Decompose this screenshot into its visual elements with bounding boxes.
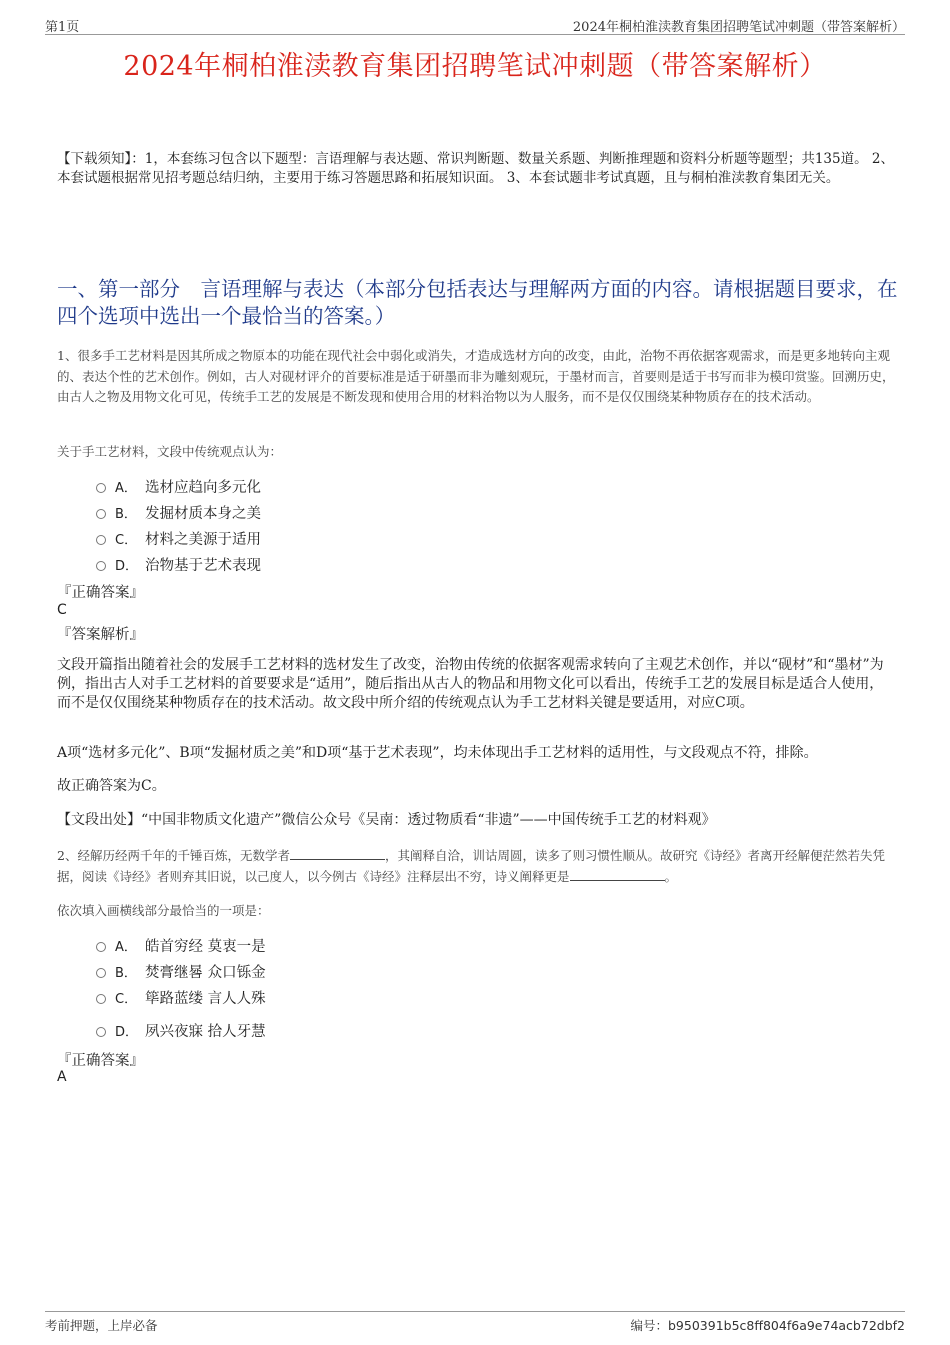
fill-blank — [570, 868, 665, 881]
question-1-analysis-paragraph: 故正确答案为C。 — [57, 778, 166, 794]
option-text: 筚路蓝缕 言人人殊 — [145, 990, 266, 1007]
question-1-analysis-paragraph: 文段开篇指出随着社会的发展手工艺材料的选材发生了改变，治物由传统的依据客观需求转向了主观艺术创作，并以“砚材”和“墨材”为例，指出古人对手工艺材料的首要要求是“适用”，随后指出从古人的物品和用物文化可以看出，传统手工艺的发展目标是适合人使用，而不是仅仅围绕某种物质存在的技术活动。故文段中所介绍的传统观点认为手工艺材料关键是要适用，对应C项。 — [57, 657, 884, 711]
question-2-text-part: 2、经解历经两千年的千锤百炼，无数学者 — [57, 848, 290, 863]
option-letter: D． — [115, 558, 139, 574]
radio-button[interactable] — [96, 968, 106, 978]
question-1-option-c[interactable] — [96, 528, 261, 548]
option-letter: D． — [115, 1024, 139, 1040]
question-2-text — [57, 846, 902, 887]
page-footer — [45, 1311, 905, 1336]
option-letter: C． — [115, 991, 138, 1007]
question-1-answer-label: 『正确答案』 — [57, 585, 144, 601]
option-text: 焚膏继晷 众口铄金 — [145, 964, 266, 981]
page-number: 第1页 — [45, 20, 80, 35]
question-1-analysis-paragraph: A项“选材多元化”、B项“发掘材质之美”和D项“基于艺术表现”，均未体现出手工艺材料的适用性，与文段观点不符，排除。 — [57, 745, 818, 761]
option-letter: B． — [115, 506, 137, 522]
question-1-option-a[interactable] — [96, 476, 261, 496]
header-doc-title: 2024年桐柏淮渎教育集团招聘笔试冲刺题（带答案解析） — [572, 20, 905, 35]
footer-code-label: 编号： — [630, 1318, 668, 1333]
option-text: 发掘材质本身之美 — [145, 505, 261, 522]
page-header — [45, 14, 905, 35]
section-title: 一、第一部分 言语理解与表达（本部分包括表达与理解两方面的内容。请根据题目要求，在四个选项中选出一个最恰当的答案。） — [57, 277, 898, 328]
radio-button[interactable] — [96, 942, 106, 952]
radio-button[interactable] — [96, 561, 106, 571]
question-1-prompt: 关于手工艺材料，文段中传统观点认为： — [57, 444, 283, 459]
question-2-option-c[interactable] — [96, 987, 266, 1007]
question-2-answer: A — [57, 1069, 67, 1085]
option-letter: C． — [115, 532, 138, 548]
radio-button[interactable] — [96, 994, 106, 1004]
document-title: 2024年桐柏淮渎教育集团招聘笔试冲刺题（带答案解析） — [123, 51, 827, 82]
question-1-option-b[interactable] — [96, 502, 261, 522]
question-1-option-d[interactable] — [96, 554, 261, 574]
download-notice: 【下载须知】：1，本套练习包含以下题型：言语理解与表达题、常识判断题、数量关系题、判断推理题和资料分析题等题型；共135道。 2、本套试题根据常见招考题总结归纳，主要用于练习答题思路和拓展知识面。 3、本套试题非考试真题，且与桐柏淮渎教育集团无关。 — [57, 151, 894, 186]
radio-button[interactable] — [96, 1027, 106, 1037]
question-1-answer: C — [57, 602, 67, 618]
question-2-option-b[interactable] — [96, 961, 266, 981]
option-text: 夙兴夜寐 拾人牙慧 — [145, 1023, 266, 1040]
option-text: 皓首穷经 莫衷一是 — [145, 938, 266, 955]
footer-code: b950391b5c8ff804f6a9e74acb72dbf2 — [668, 1318, 905, 1333]
option-letter: B． — [115, 965, 137, 981]
option-text: 选材应趋向多元化 — [145, 479, 261, 496]
question-1-source: 【文段出处】“中国非物质文化遗产”微信公众号《吴南：透过物质看“非遗”——中国传统手工艺的材料观》 — [57, 812, 716, 828]
option-text: 治物基于艺术表现 — [145, 557, 261, 574]
footer-code-line — [630, 1316, 905, 1334]
radio-button[interactable] — [96, 535, 106, 545]
option-letter: A． — [115, 939, 137, 955]
question-2-text-part: ，其阐释自洽，训诂周圆，读多了则习惯性顺从。故研究《诗经》者离开经解便茫然若失凭据，阅读《诗经》者则弃其旧说，以己度人，以今例古《诗经》注释层出不穷，诗义阐释更是 — [57, 848, 885, 884]
question-1-analysis-label: 『答案解析』 — [57, 627, 144, 643]
option-text: 材料之美源于适用 — [145, 531, 261, 548]
question-2-option-a[interactable] — [96, 935, 266, 955]
option-letter: A． — [115, 480, 137, 496]
question-2-prompt: 依次填入画横线部分最恰当的一项是： — [57, 903, 270, 918]
radio-button[interactable] — [96, 483, 106, 493]
question-2-answer-label: 『正确答案』 — [57, 1053, 144, 1069]
radio-button[interactable] — [96, 509, 106, 519]
question-2-option-d[interactable] — [96, 1020, 266, 1040]
fill-blank — [290, 847, 385, 860]
question-2-text-part: 。 — [664, 868, 678, 884]
question-1-text: 1、很多手工艺材料是因其所成之物原本的功能在现代社会中弱化或消失，才造成选材方向的改变，由此，治物不再依据客观需求，而是更多地转向主观的、表达个性的艺术创作。例如，古人对砚材评介的首要标准是适于研墨而非为雕刻观玩，于墨材而言，首要则是适于书写而非为模印赏鉴。回溯历史，由古人之物及用物文化可见，传统手工艺的发展是不断发现和使用合用的材料治物以为人服务，而不是仅仅围绕某种物质存在的技术活动。 — [57, 348, 895, 404]
footer-slogan: 考前押题，上岸必备 — [45, 1318, 158, 1333]
